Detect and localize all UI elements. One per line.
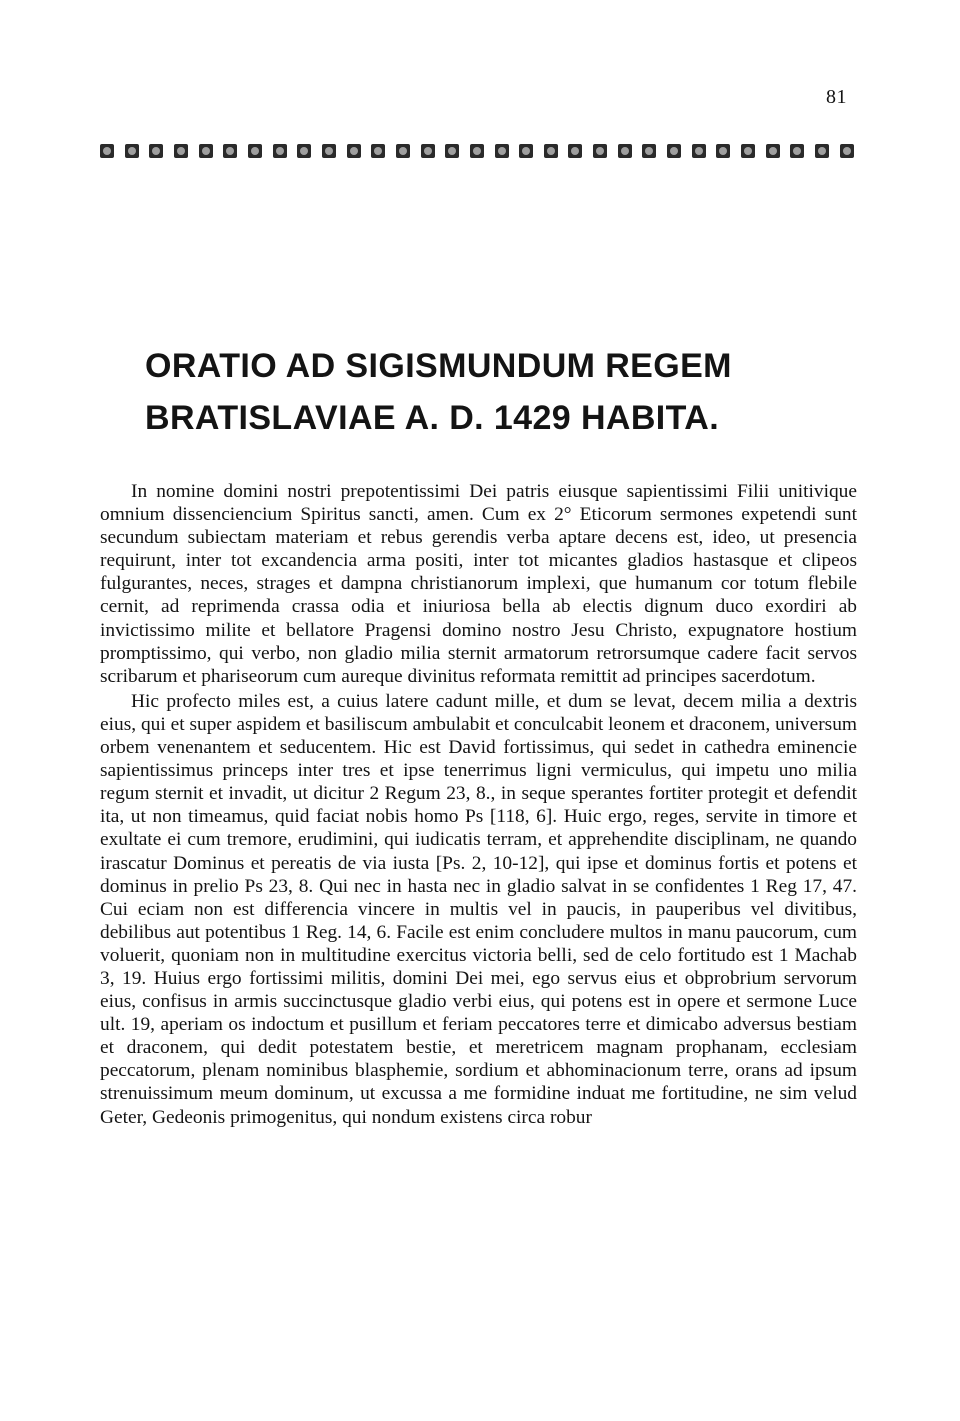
ornament-icon: [125, 144, 139, 158]
ornament-icon: [347, 144, 361, 158]
ornament-icon: [371, 144, 385, 158]
paragraph-2: Hic profecto miles est, a cuius latere cadunt mille, et dum se levat, decem milia a dextris eius, qui et super aspidem et basiliscum ambulabit et conculcabit leonem et draconem, universum orbem venenantem et seducentem. Hic est David fortissimus, qui sedet in cathedra eminencie sapientissimus princeps inter tres et ipse tenerrimus ligni vermiculus, qui impetu uno milia regum sternit et invadit, ut dicitur 2 Regum 23, 8., in seque sperantes fortiter protegit et defendit ita, ut non timeamus, quid faciat nobis homo Ps [118, 6]. Huic ergo, reges, servite in timore et exultate ei cum tremore, erudimini, qui iudicatis terram, et apprehendite disciplinam, ne quando irascatur Dominus et pereatis de via iusta [Ps. 2, 10-12], qui ipse et dominus fortis et potens et dominus in prelio Ps 23, 8. Qui nec in hasta nec in gladio salvat in se confidentes 1 Reg 17, 47. Cui eciam non est differencia vincere in multis vel in paucis, in pauperibus vel divitibus, debilibus aut potentibus 1 Reg. 14, 6. Facile est enim concludere multos in manu paucorum, cum voluerit, quoniam non in multitudine exercitus victoria belli, sed de celo fortitudo est 1 Machab 3, 19. Huius ergo fortissimi militis, domini Dei mei, ego servus eius et obprobrium servorum eius, confisus in armis succinctusque gladio verbi eius, qui potens est in opere et sermone Luce ult. 19, aperiam os indoctum et pusillum et feriam peccatores terre et dimicabo adversus bestiam et draconem, qui dedit potestatem bestie, et meretricem magnam prophanam, ecclesiam peccatorum, plenam nominibus blasphemie, sordium et abhominacionum terre, orans ad ipsum strenuissimum meum dominum, ut excussa a me formidine induat me fortitudine, ne sim velud Geter, Gedeonis primogenitus, qui nondum existens circa robur: [100, 690, 857, 1128]
ornament-icon: [618, 144, 632, 158]
ornament-icon: [223, 144, 237, 158]
ornament-icon: [593, 144, 607, 158]
ornament-band: [100, 140, 854, 162]
ornament-icon: [322, 144, 336, 158]
ornament-icon: [445, 144, 459, 158]
ornament-icon: [815, 144, 829, 158]
ornament-icon: [568, 144, 582, 158]
ornament-icon: [544, 144, 558, 158]
ornament-icon: [692, 144, 706, 158]
ornament-icon: [716, 144, 730, 158]
title-line-2: BRATISLAVIAE A. D. 1429 HABITA.: [145, 399, 720, 437]
ornament-icon: [421, 144, 435, 158]
ornament-icon: [149, 144, 163, 158]
ornament-icon: [174, 144, 188, 158]
page-number: 81: [826, 86, 847, 108]
ornament-icon: [519, 144, 533, 158]
ornament-icon: [790, 144, 804, 158]
ornament-icon: [248, 144, 262, 158]
ornament-icon: [667, 144, 681, 158]
ornament-icon: [495, 144, 509, 158]
ornament-icon: [273, 144, 287, 158]
ornament-icon: [642, 144, 656, 158]
ornament-icon: [470, 144, 484, 158]
ornament-icon: [100, 144, 114, 158]
ornament-icon: [396, 144, 410, 158]
body-text: [100, 480, 857, 1129]
ornament-icon: [840, 144, 854, 158]
ornament-icon: [741, 144, 755, 158]
chapter-title: [145, 340, 865, 444]
title-line-1: ORATIO AD SIGISMUNDUM REGEM: [145, 347, 732, 385]
paragraph-1: In nomine domini nostri prepotentissimi Dei patris eiusque sapientissimi Filii unitivique omnium dissenciencium Spiritus sancti, amen. Cum ex 2° Eticorum sermones expetendi sunt secundum subiectam materiam et rebus gerendis verba aptare decens est, ideo, ut presencia requirunt, inter tot excandencia arma positi, inter tot micantes gladios hastasque et clipeos fulgurantes, neces, strages et dampna christianorum implexi, que humanum cor totum flebile cernit, ad reprimenda crassa odia et iniuriosa bella ab electis dignum duco exordiri ab invictissimo milite et bellatore Pragensi domino nostro Jesu Christo, expugnatore hostium promptissimo, qui verbo, non gladio milia sternit armatorum retrorsumque cadere facit servos scribarum et phariseorum cum aureque divinitus reformata remittit ad principes sacerdotum.: [100, 481, 857, 687]
ornament-icon: [297, 144, 311, 158]
ornament-icon: [766, 144, 780, 158]
ornament-icon: [199, 144, 213, 158]
